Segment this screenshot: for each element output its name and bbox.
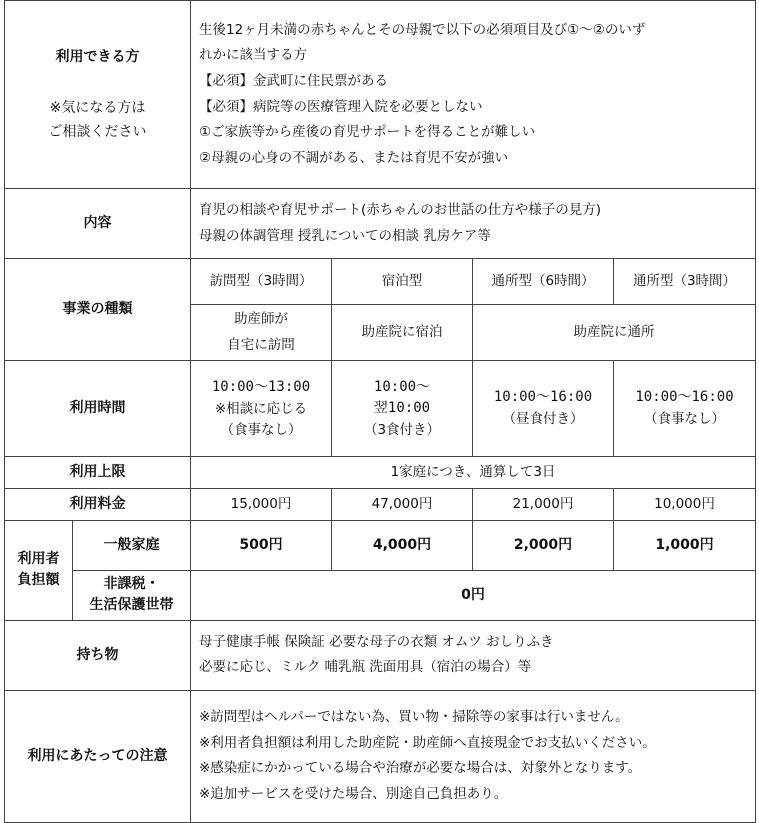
type-stay-desc: 助産院に宿泊 [332, 305, 473, 361]
hours-visit-note: ※相談に応じる [214, 400, 308, 417]
hours-daycare6 [473, 361, 614, 457]
limit-value: 1家庭につき、通算して3日 [191, 457, 756, 489]
eligibility-note-line2: ご相談ください [48, 123, 147, 140]
type-daycare6-header: 通所型（6時間） [473, 259, 614, 305]
burden-general-daycare3: 1,000円 [614, 520, 756, 570]
type-daycare-desc: 助産院に通所 [473, 305, 756, 361]
content-description [191, 189, 756, 259]
hours-label: 利用時間 [5, 361, 191, 457]
eligibility-line: 【必須】金武町に住民票がある [199, 72, 388, 89]
notes-label: 利用にあたっての注意 [5, 690, 191, 822]
content-row [5, 189, 756, 259]
eligibility-header-cell [5, 1, 191, 189]
hours-stay-meal: （3食付き） [363, 422, 441, 438]
notes-line: ※利用者負担額は利用した助産院・助産師へ直接現金でお支払いください。 [199, 734, 656, 751]
belongings-line: 母子健康手帳 保険証 必要な母子の衣類 オムツ おしりふき [199, 633, 554, 650]
burden-exempt-label-line2: 生活保護世帯 [89, 597, 174, 614]
burden-general-stay: 4,000円 [332, 520, 473, 570]
hours-visit [191, 361, 332, 457]
burden-general-label: 一般家庭 [73, 520, 191, 570]
hours-stay-start: 10:00～ [373, 378, 431, 395]
types-header-row [5, 259, 756, 305]
notes-line: ※訪問型はヘルパーではない為、買い物・掃除等の家事は行いません。 [199, 709, 629, 726]
eligibility-line: れかに該当する方 [199, 47, 307, 64]
hours-visit-time: 10:00～13:00 [211, 379, 311, 396]
burden-exempt-label-line1: 非課税・ [103, 576, 160, 593]
hours-stay-end: 翌10:00 [373, 400, 431, 417]
hours-daycare6-time: 10:00～16:00 [493, 389, 593, 406]
fee-stay: 47,000円 [332, 488, 473, 520]
fee-daycare6: 21,000円 [473, 488, 614, 520]
eligibility-label: 利用できる方 [55, 49, 140, 66]
fee-row [5, 488, 756, 520]
eligibility-line: ①ご家族等から産後の育児サポートを得ることが難しい [199, 124, 536, 141]
content-label: 内容 [5, 189, 191, 259]
type-visit-desc [191, 305, 332, 361]
hours-stay [332, 361, 473, 457]
limit-row [5, 457, 756, 489]
burden-exempt-row [5, 570, 756, 620]
eligibility-description [191, 1, 756, 189]
eligibility-note-line1: ※気になる方は [49, 100, 146, 116]
eligibility-line: 生後12ヶ月未満の赤ちゃんとその母親で以下の必須項目及び①～②のいず [199, 21, 646, 38]
notes-line: ※感染症にかかっている場合や治療が必要な場合は、対象外となります。 [199, 760, 642, 777]
type-visit-header: 訪問型（3時間） [191, 259, 332, 305]
notes-row [5, 690, 756, 822]
burden-label-line1: 利用者 [17, 551, 60, 568]
burden-general-row [5, 520, 756, 570]
eligibility-line: 【必須】病院等の医療管理入院を必要としない [199, 98, 483, 115]
notes-line: ※追加サービスを受けた場合、別途自己負担あり。 [199, 786, 508, 803]
hours-daycare3-meal: （食事なし） [644, 411, 725, 428]
hours-row [5, 361, 756, 457]
type-visit-desc-line1: 助産師が [234, 311, 288, 327]
eligibility-line: ②母親の心身の不調がある、または育児不安が強い [199, 149, 509, 166]
hours-daycare3-time: 10:00～16:00 [635, 389, 734, 406]
service-info-table [4, 0, 756, 823]
burden-label [5, 520, 73, 620]
type-stay-header: 宿泊型 [332, 259, 473, 305]
types-label: 事業の種類 [5, 259, 191, 361]
content-line: 母親の体調管理 授乳についての相談 乳房ケア等 [199, 227, 491, 244]
belongings-row [5, 620, 756, 690]
eligibility-row [5, 1, 756, 189]
burden-exempt-label [73, 570, 191, 620]
fee-label: 利用料金 [5, 488, 191, 520]
fee-daycare3: 10,000円 [614, 488, 756, 520]
belongings-line: 必要に応じ、ミルク 哺乳瓶 洗面用具（宿泊の場合）等 [199, 659, 532, 676]
hours-visit-meal: （食事なし） [220, 421, 302, 438]
burden-general-visit: 500円 [191, 520, 332, 570]
belongings-label: 持ち物 [5, 620, 191, 690]
eligibility-note [13, 97, 182, 145]
burden-label-line2: 負担額 [17, 572, 60, 589]
limit-label: 利用上限 [5, 457, 191, 489]
hours-daycare3 [614, 361, 756, 457]
belongings-description [191, 620, 756, 690]
type-daycare3-header: 通所型（3時間） [614, 259, 756, 305]
burden-exempt-value: 0円 [191, 570, 756, 620]
type-visit-desc-line2: 自宅に訪問 [227, 336, 295, 353]
burden-general-daycare6: 2,000円 [473, 520, 614, 570]
hours-daycare6-meal: （昼食付き） [502, 411, 584, 428]
fee-visit: 15,000円 [191, 488, 332, 520]
notes-description [191, 690, 756, 822]
content-line: 育児の相談や育児サポート(赤ちゃんのお世話の仕方や様子の見方) [199, 201, 602, 218]
